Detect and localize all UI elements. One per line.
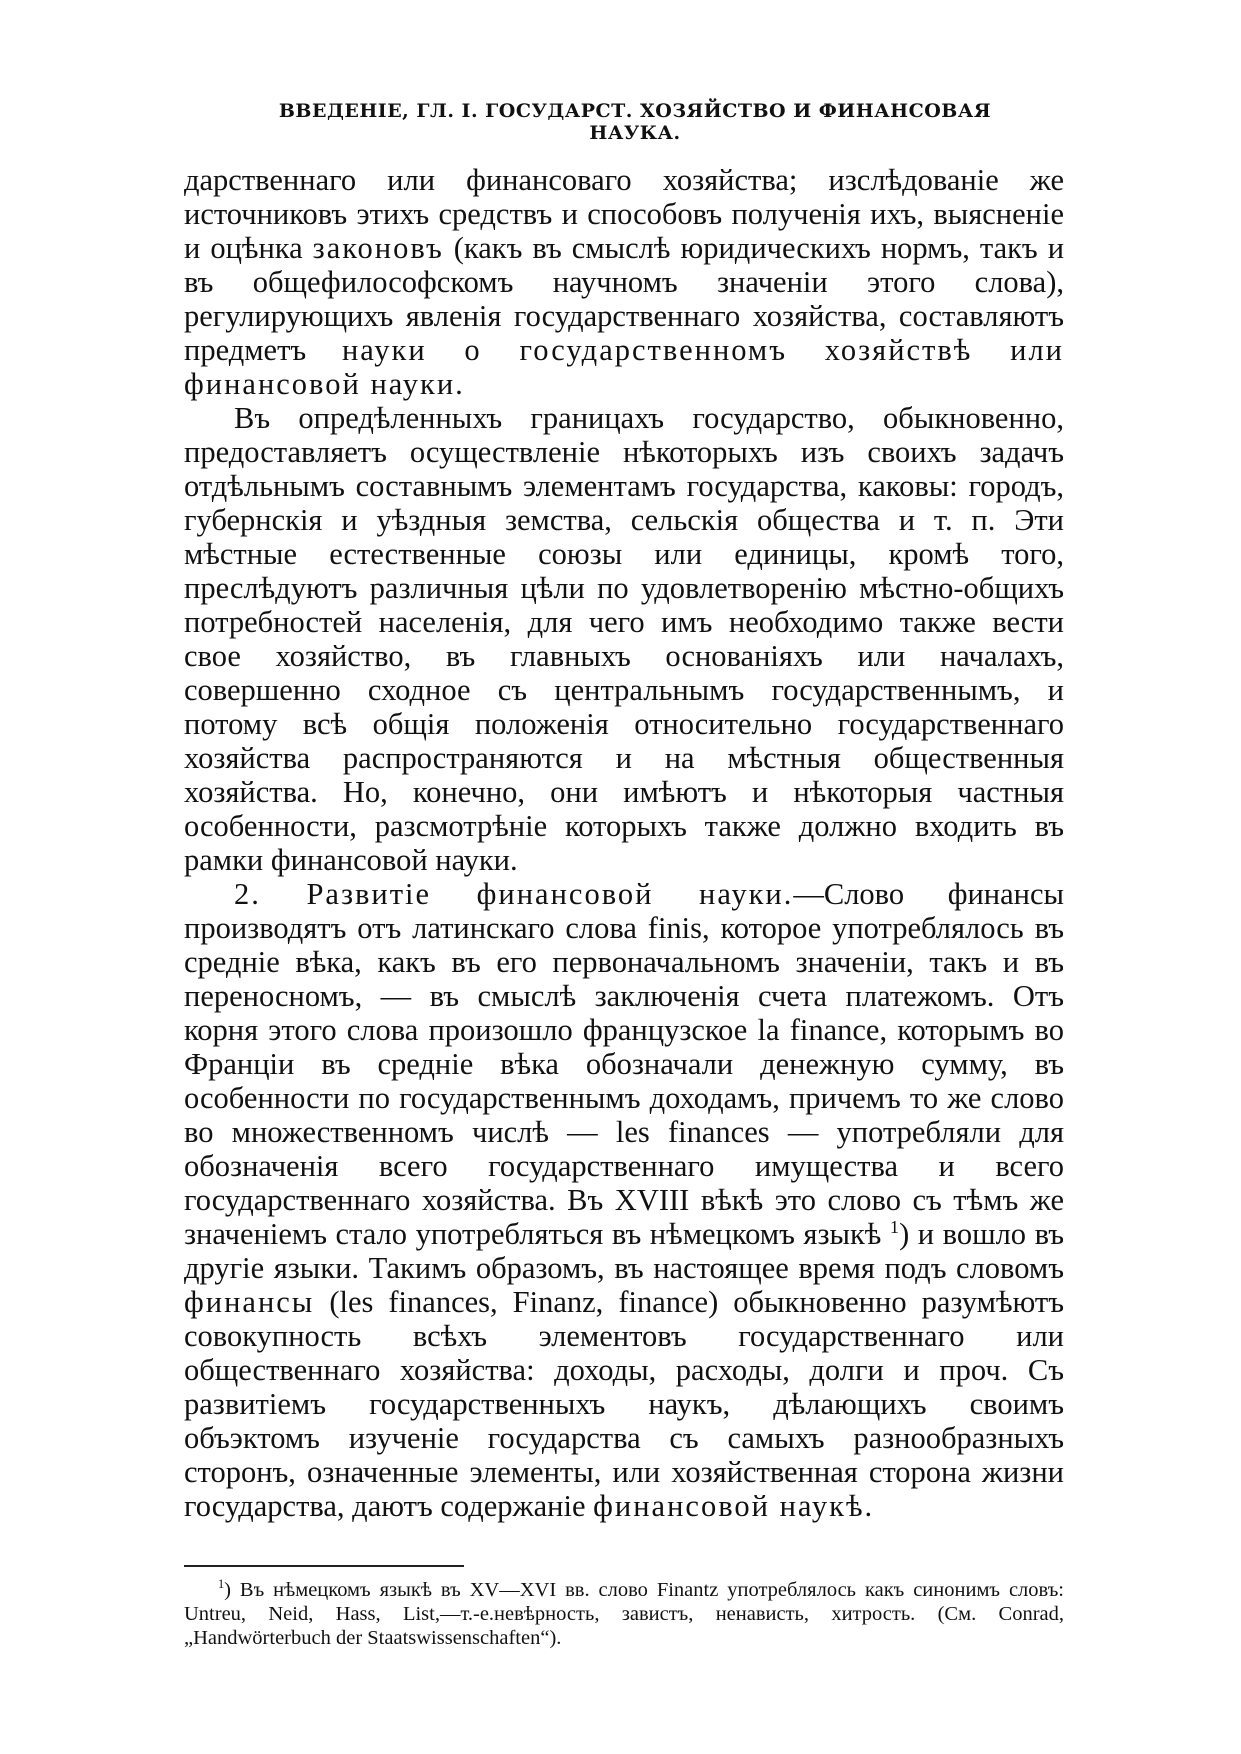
footnote-text: ) Въ нѣмецкомъ языкѣ въ XV—XVI вв. слово Finantz употреблялось какъ синонимъ словъ: Untreu, Neid, Hass, List,—т.-е.невѣрность, завистъ, ненависть, хитрость. (См. Conrad, „Handwörterbuch der Staatswissenschaften“). bbox=[184, 1579, 1064, 1649]
paragraph-1 bbox=[184, 163, 1064, 401]
paragraph-3-text-2: ) и вошло въ другіе языки. Такимъ образомъ, въ настоящее время подъ словомъ bbox=[184, 1217, 1064, 1285]
emphasis-financial-science: финансовой наукѣ. bbox=[593, 1489, 875, 1523]
emphasis-laws: законовъ bbox=[312, 231, 444, 265]
running-head: ВВЕДЕНІЕ, ГЛ. I. ГОСУДАРСТ. ХОЗЯЙСТВО И ФИНАНСОВАЯ НАУКА. bbox=[278, 100, 992, 144]
paragraph-3 bbox=[184, 877, 1064, 1523]
paragraph-1-text-2: (какъ въ смыслѣ юридическихъ нормъ, такъ и въ общефилософскомъ научномъ значеніи этого слова), регулирующихъ явленія государственнаго хозяйства, составляютъ предметъ bbox=[184, 231, 1065, 367]
footnote-marker: 1 bbox=[218, 1577, 225, 1592]
footnote bbox=[184, 1578, 1064, 1650]
footnote-reference: 1 bbox=[889, 1216, 900, 1237]
body-text bbox=[184, 163, 1064, 1523]
section-heading: 2. Развитіе финансовой науки. bbox=[234, 877, 794, 911]
emphasis-finances: финансы bbox=[184, 1285, 315, 1319]
paragraph-3-text: —Слово финансы производятъ отъ латинскаго слова finis, которое употреблялось въ средніе вѣка, какъ въ его первоначальномъ значеніи, такъ и въ переносномъ, — въ смыслѣ заключенія счета платежомъ. Отъ корня этого слова произошло французское la finance, которымъ во Франціи въ средніе вѣка обозначали денежную сумму, въ особенности по государственнымъ доходамъ, причемъ то же слово во множественномъ числѣ — les finances — употребляли для обозначенія всего государственнаго имущества и всего государственнаго хозяйства. Въ XVIII вѣкѣ это слово съ тѣмъ же значеніемъ стало употребляться въ нѣмецкомъ языкѣ bbox=[184, 877, 1064, 1251]
footnote-divider bbox=[184, 1565, 464, 1567]
paragraph-1-text: дарственнаго или финансоваго хозяйства; изслѣдованіе же источниковъ этихъ средствъ и способовъ полученія ихъ, выясненіе и оцѣнка bbox=[184, 163, 1064, 265]
emphasis-science: науки о государственномъ хозяйствѣ или финансовой науки. bbox=[184, 333, 1064, 401]
paragraph-3-text-3: (les finances, Finanz, finance) обыкновенно разумѣютъ совокупность всѣхъ элементовъ государственнаго или общественнаго хозяйства: доходы, расходы, долги и проч. Съ развитіемъ государственныхъ наукъ, дѣлающихъ своимъ объэктомъ изученіе государства съ самыхъ разнообразныхъ сторонъ, означенные элементы, или хозяйственная сторона жизни государства, даютъ содержаніе bbox=[184, 1285, 1064, 1523]
paragraph-2: Въ опредѣленныхъ границахъ государство, обыкновенно, предоставляетъ осуществленіе нѣкоторыхъ изъ своихъ задачъ отдѣльнымъ составнымъ элементамъ государства, каковы: городъ, губернскія и уѣздныя земства, сельскія общества и т. п. Эти мѣстные естественные союзы или единицы, кромѣ того, преслѣдуютъ различныя цѣли по удовлетворенію мѣстно-общихъ потребностей населенія, для чего имъ необходимо также вести свое хозяйство, въ главныхъ основаніяхъ или началахъ, совершенно сходное съ центральнымъ государственнымъ, и потому всѣ общія положенія относительно государственнаго хозяйства распространяются и на мѣстныя общественныя хозяйства. Но, конечно, они имѣютъ и нѣкоторыя частныя особенности, разсмотрѣніе которыхъ также должно входить въ рамки финансовой науки. bbox=[184, 401, 1064, 877]
